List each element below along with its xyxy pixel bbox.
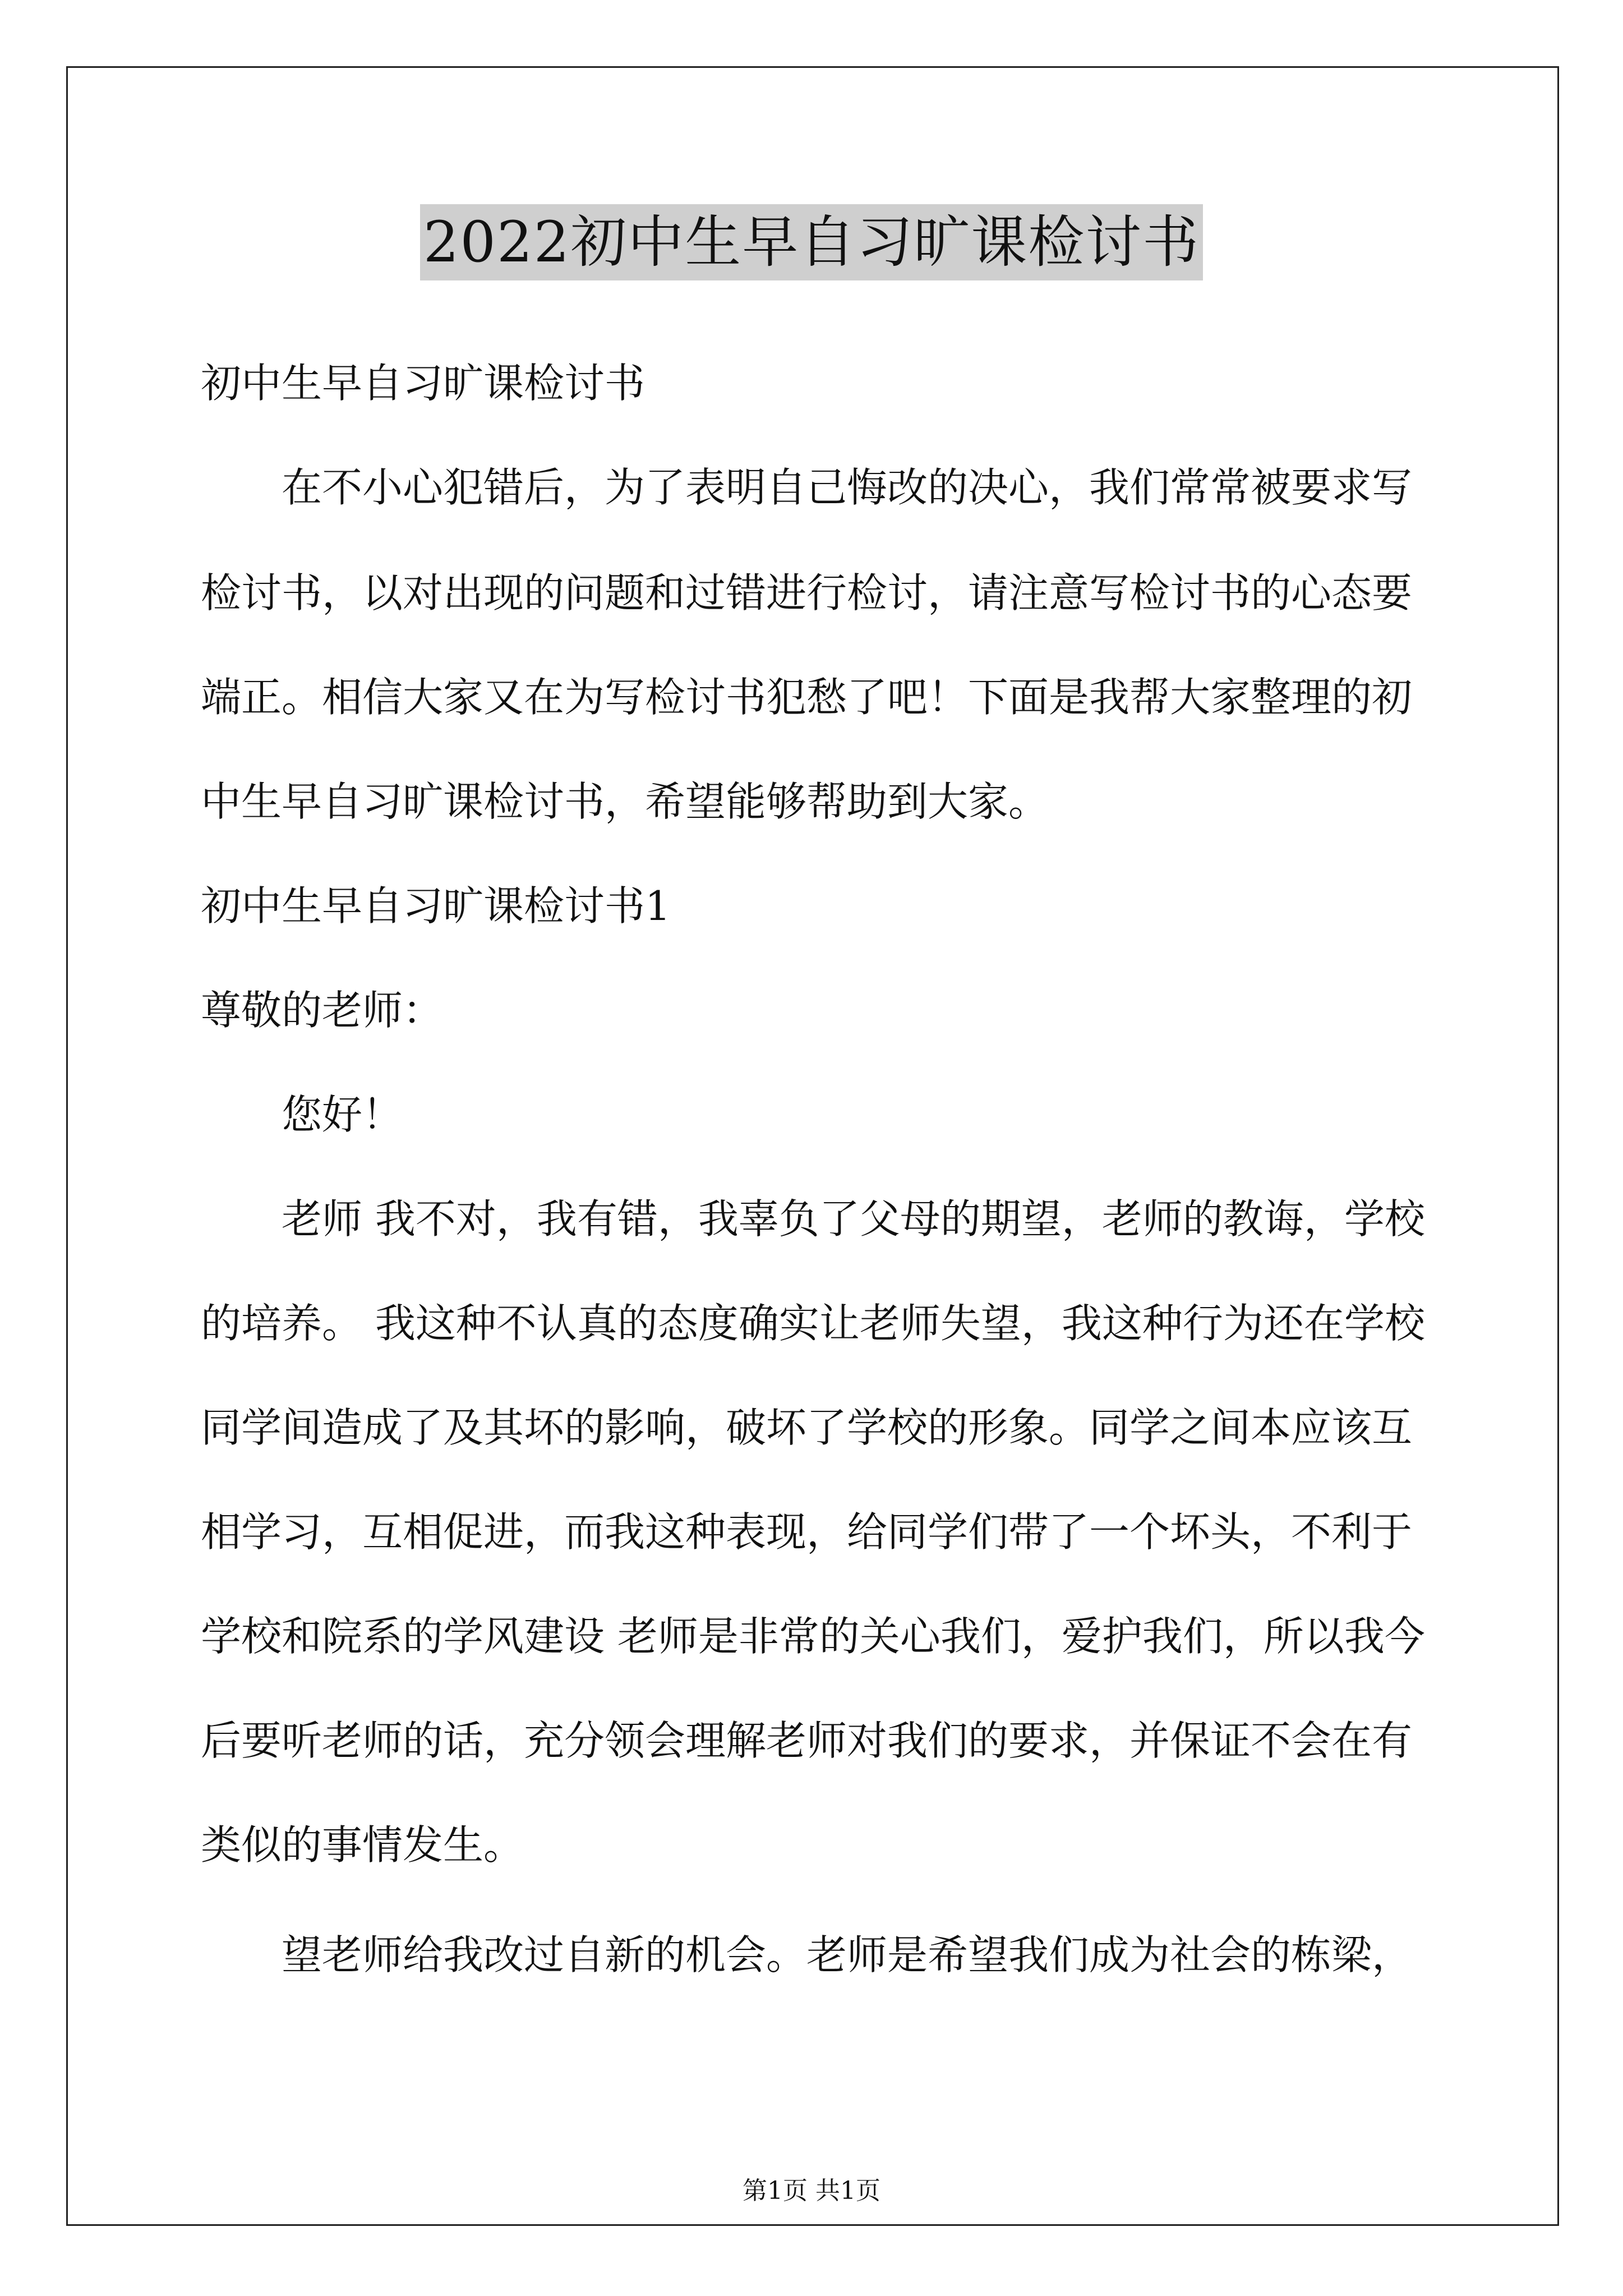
paragraph-line: 在不小心犯错后，为了表明自己悔改的决心，我们常常被要求写: [282, 464, 1413, 511]
page-footer: 第1页 共1页: [743, 2177, 880, 2205]
paragraph-line: 端正。相信大家又在为写检讨书犯愁了吧！下面是我帮大家整理的初: [201, 674, 1413, 721]
title-container: [0, 204, 1623, 280]
paragraph-line: 检讨书，以对出现的问题和过错进行检讨，请注意写检讨书的心态要: [201, 569, 1413, 616]
paragraph-line: 的培养。 我这种不认真的态度确实让老师失望，我这种行为还在学校: [201, 1300, 1425, 1347]
paragraph-line: 后要听老师的话，充分领会理解老师对我们的要求，并保证不会在有: [201, 1717, 1413, 1764]
section-heading: 初中生早自习旷课检讨书1: [201, 882, 671, 930]
paragraph-line: 类似的事情发生。: [201, 1821, 524, 1869]
greeting: 您好！: [282, 1091, 403, 1138]
document-title: 2022初中生早自习旷课检讨书: [420, 204, 1204, 280]
paragraph-line: 中生早自习旷课检讨书，希望能够帮助到大家。: [201, 778, 1049, 825]
paragraph-line: 望老师给我改过自新的机会。老师是希望我们成为社会的栋梁，: [282, 1931, 1413, 1978]
paragraph-line: 同学间造成了及其坏的影响，破坏了学校的形象。同学之间本应该互: [201, 1404, 1413, 1451]
paragraph-line: 老师 我不对，我有错，我辜负了父母的期望，老师的教诲，学校: [282, 1195, 1425, 1243]
intro-heading: 初中生早自习旷课检讨书: [201, 360, 645, 407]
paragraph-line: 学校和院系的学风建设 老师是非常的关心我们，爱护我们，所以我今: [201, 1613, 1425, 1660]
salutation: 尊敬的老师：: [201, 987, 444, 1034]
paragraph-line: 相学习，互相促进，而我这种表现，给同学们带了一个坏头，不利于: [201, 1508, 1413, 1556]
